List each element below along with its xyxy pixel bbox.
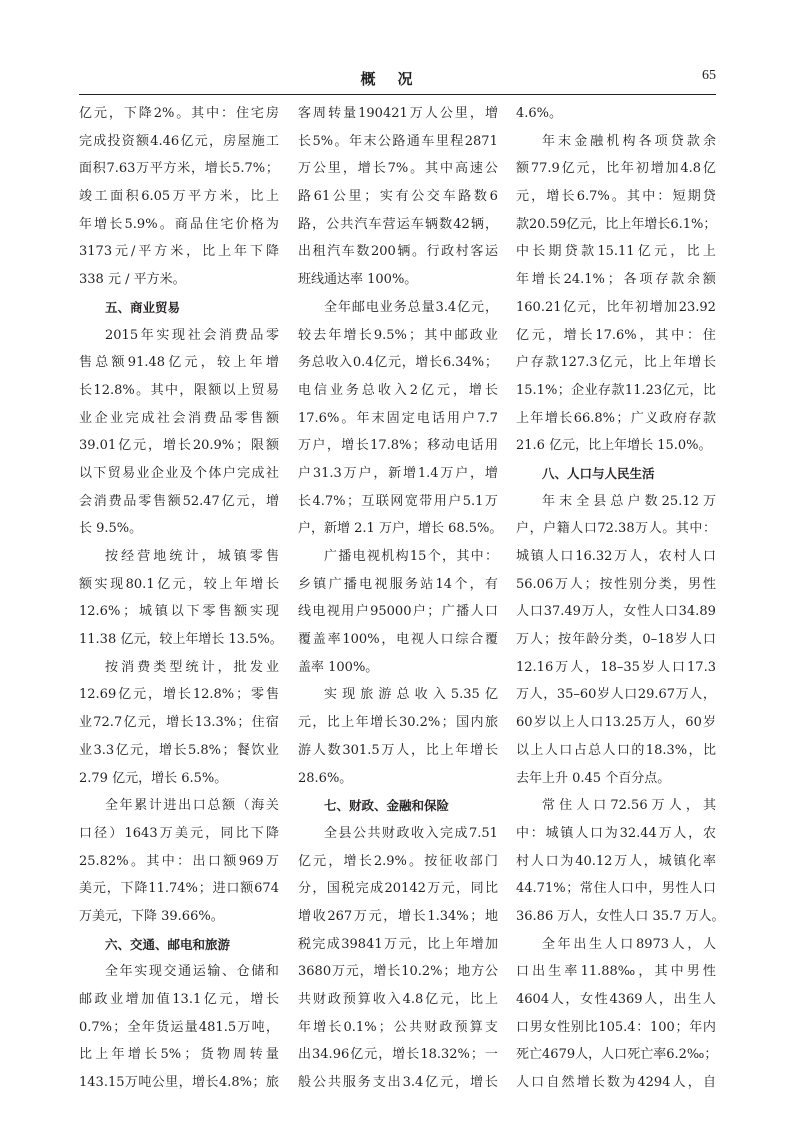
text-line: 长 12.8% 。 其 中 ， 限 额 以 上 贸 易	[79, 382, 279, 398]
text-line: 元 ， 比 上 年 增 长 30.2% ； 国 内 旅	[298, 715, 498, 731]
header-rule	[79, 94, 716, 95]
text-line: 客 周 转 量 190421 万 人 公 里 ， 增	[298, 106, 498, 121]
text-line: 12.69 亿 元 ， 增 长 12.8% ； 零 售	[79, 687, 279, 703]
section-heading: 五、商业贸易	[105, 299, 181, 315]
text-line: 56.06 万 人 ； 按 性 别 分 类 ， 男 性	[516, 576, 716, 592]
text-line: 长 5% 。 年 末 公 路 通 车 里 程 2871	[298, 133, 498, 149]
text-line: 2015 年 实 现 社 会 消 费 品 零	[105, 327, 279, 343]
text-column-3	[516, 100, 725, 1110]
text-line: 万 户 ， 增 长 17.8% ； 移 动 电 话 用	[298, 438, 498, 454]
text-line: 游 人 数 301.5 万 人 ， 比 上 年 增 长	[298, 742, 498, 758]
text-line: 增 收 267 万 元 ， 增 长 1.34% ； 地	[298, 908, 498, 924]
text-line: 业 企 业 完 成 社 会 消 费 品 零 售 额	[79, 410, 279, 426]
text-line: 人 口 37.49 万 人 ， 女 性 人 口 34.89	[516, 604, 716, 620]
text-line: 长 9.5%。	[79, 521, 143, 537]
text-line: 户 ， 户 籍 人 口 72.38 万 人 。 其 中 ：	[516, 521, 716, 537]
text-line: 共 财 政 预 算 收 入 4.8 亿 元 ， 比 上	[298, 992, 498, 1007]
text-line: 以 下 贸 易 业 企 业 及 个 体 户 完 成 社	[79, 465, 279, 481]
text-line: 长 4.7% ； 互 联 网 宽 带 用 户 5.1 万	[298, 493, 498, 509]
text-line: 亿 元 ， 下 降 2% 。 其 中 ： 住 宅 房	[79, 106, 279, 121]
text-line: 额 实 现 80.1 亿 元 ， 较 上 年 增 长	[79, 576, 279, 592]
text-line: 4.6%。	[516, 106, 563, 121]
section-heading: 八、人口与人民生活	[542, 465, 655, 481]
text-line: 年 增 长 0.1% ； 公 共 财 政 预 算 支	[298, 1019, 498, 1035]
text-column-2	[298, 100, 503, 1110]
text-line: 28.6%。	[298, 770, 353, 786]
text-line: 口 径 ） 1643 万 美 元 ， 同 比 下 降	[79, 825, 279, 841]
text-line: 143.15 万 吨 公 里 ， 增 长 4.8% ； 旅	[79, 1075, 279, 1091]
text-line: 务 总 收 入 0.4 亿 元 ， 增 长 6.34% ；	[298, 355, 498, 371]
text-line: 售 总 额 91.48 亿 元 ， 较 上 年 增	[79, 355, 279, 371]
text-line: 广 播 电 视 机 构 15 个 ， 其 中 ：	[324, 549, 498, 564]
text-line: 班线通达率 100%。	[298, 272, 418, 288]
header-title: 概况	[360, 70, 435, 88]
text-line: 按 消 费 类 型 统 计 ， 批 发 业	[105, 659, 279, 675]
text-line: 21.6 亿元，比上年增长 15.0%。	[516, 438, 712, 454]
text-line: 口 男 女 性 别 比 105.4 ： 100 ； 年 内	[516, 1019, 716, 1035]
text-line: 年 末 全 县 总 户 数 25.12 万	[542, 493, 716, 509]
text-line: 般 公 共 服 务 支 出 3.4 亿 元 ， 增 长	[298, 1075, 498, 1091]
text-line: 全 年 出 生 人 口 8973 人 ， 人	[542, 936, 716, 952]
section-heading: 七、财政、金融和保险	[324, 798, 450, 814]
text-line: 17.6% 。 年 末 固 定 电 话 用 户 7.7	[298, 410, 498, 426]
text-line: 额 77.9 亿 元 ， 比 年 初 增 加 4.8 亿	[516, 161, 716, 177]
text-line: 盖率 100%。	[298, 659, 379, 675]
text-line: 户 存 款 127.3 亿 元 ， 比 上 年 增 长	[516, 355, 716, 371]
text-line: 户 31.3 万 户 ， 新 增 1.4 万 户 ， 增	[298, 465, 498, 481]
text-line: 路 ， 公 共 汽 车 营 运 车 辆 数 42 辆 ，	[298, 216, 498, 232]
text-line: 全 县 公 共 财 政 收 入 完 成 7.51	[324, 825, 498, 841]
text-line: 万美元，下降 39.66%。	[79, 908, 224, 924]
text-line: 死 亡 4679 人 ， 人 口 死 亡 率 6.2‰ ；	[516, 1047, 718, 1063]
text-line: 0.7% ； 全 年 货 运 量 481.5 万 吨 ，	[79, 1019, 279, 1035]
text-line: 年 增 长 24.1% ； 各 项 存 款 余 额	[516, 272, 716, 288]
text-line: 338 元 / 平方米。	[79, 272, 186, 288]
text-line: 邮 政 业 增 加 值 13.1 亿 元 ， 增 长	[79, 992, 279, 1007]
text-line: 口 出 生 率 11.88‰ ， 其 中 男 性	[516, 964, 716, 980]
text-line: 常 住 人 口 72.56 万 人 ， 其	[542, 798, 716, 814]
text-line: 全 年 邮 电 业 务 总 量 3.4 亿 元 ，	[324, 299, 498, 315]
text-line: 路 61 公 里 ； 实 有 公 交 车 路 数 6	[298, 189, 498, 205]
section-heading: 六、交通、邮电和旅游	[105, 936, 231, 952]
text-line: 12.6% ； 城 镇 以 下 零 售 额 实 现	[79, 604, 279, 620]
text-line: 12.16 万 人 ， 18–35 岁 人 口 17.3	[516, 659, 716, 675]
text-line: 会 消 费 品 零 售 额 52.47 亿 元 ， 增	[79, 493, 279, 509]
text-line: 去年上升 0.45 个百分点。	[516, 770, 671, 786]
text-line: 元 ， 增 长 6.7% 。 其 中 ： 短 期 贷	[516, 189, 716, 205]
text-line: 60 岁 以 上 人 口 13.25 万 人 ， 60 岁	[516, 715, 716, 731]
text-line: 以 上 人 口 占 总 人 口 的 18.3% ， 比	[516, 742, 716, 758]
text-line: 出 租 汽 车 数 200 辆 。 行 政 村 客 运	[298, 244, 498, 260]
text-line: 比 上 年 增 长 5% ； 货 物 周 转 量	[79, 1047, 279, 1063]
text-line: 完 成 投 资 额 4.46 亿 元 ， 房 屋 施 工	[79, 133, 279, 149]
text-line: 业 72.7 亿 元 ， 增 长 13.3% ； 住 宿	[79, 715, 279, 731]
text-line: 按 经 营 地 统 计 ， 城 镇 零 售	[105, 549, 279, 564]
text-line: 15.1% ； 企 业 存 款 11.23 亿 元 ， 比	[516, 382, 716, 398]
text-line: 亿 元 ， 增 长 2.9% 。 按 征 收 部 门	[298, 853, 498, 869]
text-line: 25.82% 。 其 中 ： 出 口 额 969 万	[79, 853, 279, 869]
text-line: 业 3.3 亿 元 ， 增 长 5.8% ； 餐 饮 业	[79, 742, 279, 758]
text-line: 36.86 万人，女性人口 35.7 万人。	[516, 908, 725, 924]
text-line: 3173 元 / 平 方 米 ， 比 上 年 下 降	[79, 244, 279, 260]
text-line: 村 人 口 为 40.12 万 人 ， 城 镇 化 率	[516, 853, 716, 869]
text-line: 税 完 成 39841 万 元 ， 比 上 年 增 加	[298, 936, 498, 952]
text-line: 线 电 视 用 户 95000 户 ； 广 播 人 口	[298, 604, 498, 620]
text-line: 万 人 ； 按 年 龄 分 类 ， 0–18 岁 人 口	[516, 632, 716, 648]
text-line: 较 去 年 增 长 9.5% ； 其 中 邮 政 业	[298, 327, 498, 343]
text-line: 4604 人 ， 女 性 4369 人 ， 出 生 人	[516, 992, 716, 1007]
text-line: 全 年 累 计 进 出 口 总 额 （ 海 关	[105, 798, 279, 814]
text-line: 全 年 实 现 交 通 运 输 、 仓 储 和	[105, 964, 279, 980]
text-line: 覆 盖 率 100% ， 电 视 人 口 综 合 覆	[298, 632, 498, 648]
text-line: 户，新增 2.1 万户，增长 68.5%。	[298, 521, 503, 537]
text-line: 竣 工 面 积 6.05 万 平 方 米 ， 比 上	[79, 189, 279, 205]
text-line: 城 镇 人 口 16.32 万 人 ， 农 村 人 口	[516, 549, 716, 564]
text-line: 人 口 自 然 增 长 数 为 4294 人 ， 自	[516, 1075, 716, 1091]
text-line: 美 元 ， 下 降 11.74% ； 进 口 额 674	[79, 881, 279, 897]
text-line: 中 长 期 贷 款 15.11 亿 元 ， 比 上	[516, 244, 716, 260]
text-column-1	[79, 100, 283, 1110]
text-line: 年 增 长 5.9% 。 商 品 住 宅 价 格 为	[79, 216, 279, 232]
text-line: 面 积 7.63 万 平 方 米 ， 增 长 5.7% ；	[79, 161, 279, 177]
text-line: 出 34.96 亿 元 ， 增 长 18.32% ； 一	[298, 1047, 498, 1063]
text-line: 2.79 亿元，增长 6.5%。	[79, 770, 228, 786]
text-line: 亿 元 ， 增 长 17.6% ， 其 中 ： 住	[516, 327, 716, 343]
text-line: 实 现 旅 游 总 收 入 5.35 亿	[324, 687, 498, 703]
text-line: 万 人 ， 35–60 岁 人 口 29.67 万 人 ，	[516, 687, 716, 703]
text-line: 电 信 业 务 总 收 入 2 亿 元 ， 增 长	[298, 382, 498, 398]
text-line: 款 20.59 亿 元 ， 比 上 年 增 长 6.1% ；	[516, 216, 717, 232]
text-line: 44.71% ； 常 住 人 口 中 ， 男 性 人 口	[516, 881, 716, 897]
text-line: 11.38 亿元，较上年增长 13.5%。	[79, 632, 283, 648]
text-line: 160.21 亿 元 ， 比 年 初 增 加 23.92	[516, 299, 716, 315]
text-line: 中 ： 城 镇 人 口 为 32.44 万 人 ， 农	[516, 825, 716, 841]
text-line: 万 公 里 ， 增 长 7% 。 其 中 高 速 公	[298, 161, 498, 177]
page-number: 65	[702, 68, 716, 83]
text-line: 年 末 金 融 机 构 各 项 贷 款 余	[542, 133, 716, 149]
text-line: 分 ， 国 税 完 成 20142 万 元 ， 同 比	[298, 881, 498, 897]
text-line: 上 年 增 长 66.8% ； 广 义 政 府 存 款	[516, 410, 716, 426]
running-header	[79, 64, 716, 92]
text-line: 乡 镇 广 播 电 视 服 务 站 14 个 ， 有	[298, 576, 498, 592]
text-line: 39.01 亿 元 ， 增 长 20.9% ； 限 额	[79, 438, 279, 454]
text-line: 3680 万 元 ， 增 长 10.2% ； 地 方 公	[298, 964, 498, 980]
